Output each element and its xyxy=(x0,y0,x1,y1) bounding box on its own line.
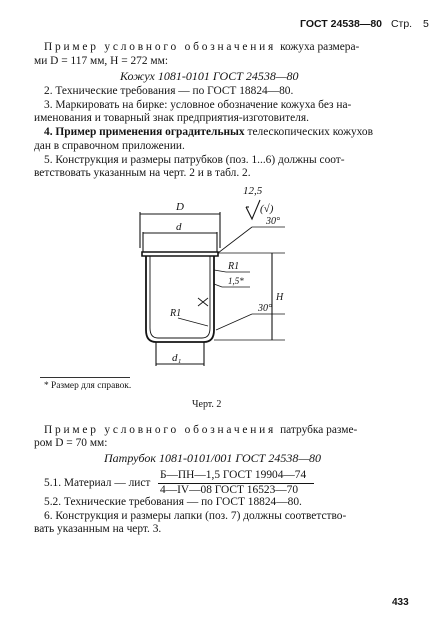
body-outline xyxy=(146,256,214,342)
footnote-rule xyxy=(40,377,130,378)
material-numerator: Б—ПН—1,5 ГОСТ 19904—74 xyxy=(160,469,307,481)
running-header xyxy=(300,18,429,30)
roughness-value: 12,5 xyxy=(243,185,263,197)
drawing-nozzle xyxy=(100,180,340,380)
figure-caption: Черт. 2 xyxy=(192,399,222,410)
item-5-line-2: ветствовать указанным на черт. 2 и в табл. 2. xyxy=(34,167,251,179)
item-6-line-2: вать указанным на черт. 3. xyxy=(34,523,162,535)
label-H: H xyxy=(276,292,284,303)
label-angle-top: 30° xyxy=(266,216,280,227)
standard-code: ГОСТ 24538—80 xyxy=(300,18,383,30)
designation-1: Кожух 1081-0101 ГОСТ 24538—80 xyxy=(120,69,299,83)
label-R1-top: R1 xyxy=(228,261,240,272)
item-5-2: 5.2. Технические требования — по ГОСТ 18824—80. xyxy=(44,496,302,508)
roughness-paren: (√) xyxy=(260,203,274,215)
label-d: d xyxy=(176,221,182,233)
item-6-line-1: 6. Конструкция и размеры лапки (поз. 7) должны соответство- xyxy=(44,510,347,522)
label-D: D xyxy=(176,201,184,213)
item-5-line-1: 5. Конструкция и размеры патрубков (поз. 1...6) должны соот- xyxy=(44,154,345,166)
item-4-line-1: 4. Пример применения оградительных телескопических кожухов xyxy=(44,126,373,138)
item-4-line-2: дан в справочном приложении. xyxy=(34,140,185,152)
label-d1: d₁ xyxy=(172,352,182,364)
label-1-5: 1,5* xyxy=(228,276,244,286)
flange-outline xyxy=(142,252,218,256)
roughness-symbol xyxy=(246,200,260,219)
item-3-line-1: 3. Маркировать на бирке: условное обозначение кожуха без на- xyxy=(44,99,352,111)
example-line-2: ми D = 117 мм, H = 272 мм: xyxy=(34,55,168,67)
label-R1-bottom: R1 xyxy=(170,308,182,319)
designation-2: Патрубок 1081-0101/001 ГОСТ 24538—80 xyxy=(104,451,322,465)
item-5-1-prefix: 5.1. Материал — лист xyxy=(44,477,151,489)
label-angle-bottom: 30° xyxy=(258,303,272,314)
example2-line-2: ром D = 70 мм: xyxy=(34,437,108,449)
item-2: 2. Технические требования — по ГОСТ 18824—80. xyxy=(44,85,294,97)
example2-line-1: Пример условного обозначения патрубка разме- xyxy=(44,424,358,436)
footnote: * Размер для справок. xyxy=(44,381,132,391)
page-number: 433 xyxy=(392,597,409,608)
material-denominator: 4—IV—08 ГОСТ 16523—70 xyxy=(160,484,299,496)
header-page-number: 5 xyxy=(423,18,429,30)
page-label: Стр. xyxy=(390,18,413,30)
item-3-line-2: именования и товарный знак предприятия-изготовителя. xyxy=(34,112,309,124)
example-line-1: Пример условного обозначения кожуха размера- xyxy=(44,41,360,53)
